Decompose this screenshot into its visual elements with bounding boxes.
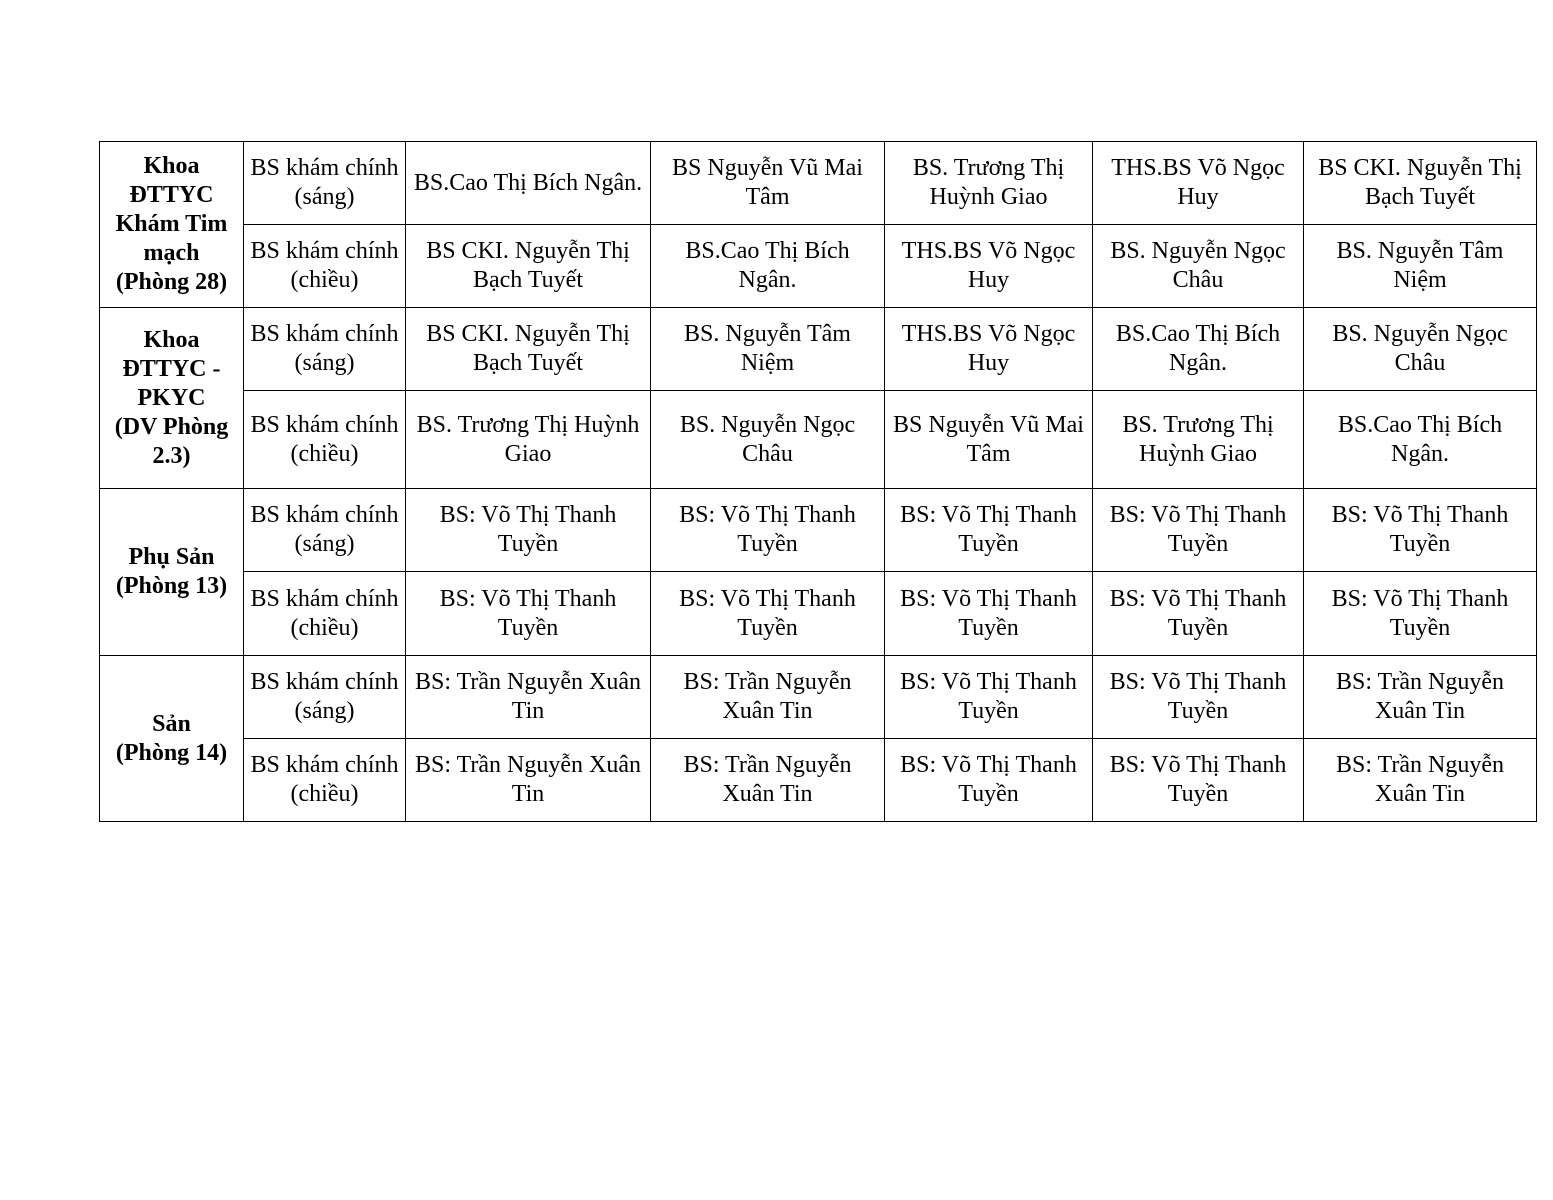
shift-role-cell: BS khám chính (sáng)	[244, 489, 406, 572]
doctor-schedule-table	[99, 141, 1537, 822]
table-row	[100, 142, 1537, 225]
doctor-cell: BS: Võ Thị Thanh Tuyền	[651, 489, 885, 572]
doctor-cell: BS. Nguyễn Tâm Niệm	[651, 308, 885, 391]
doctor-cell: BS: Võ Thị Thanh Tuyền	[651, 572, 885, 656]
doctor-cell: BS. Nguyễn Ngọc Châu	[1093, 225, 1304, 308]
doctor-cell: BS: Trần Nguyễn Xuân Tin	[651, 656, 885, 739]
department-label: ĐTTYC	[129, 182, 214, 208]
shift-role-cell: BS khám chính (chiều)	[244, 391, 406, 489]
department-label: (Phòng 28)	[115, 269, 228, 295]
doctor-cell: BS: Võ Thị Thanh Tuyền	[1304, 489, 1537, 572]
shift-role-cell: BS khám chính (sáng)	[244, 142, 406, 225]
shift-role-cell: BS khám chính (sáng)	[244, 656, 406, 739]
doctor-cell: BS: Trần Nguyễn Xuân Tin	[406, 739, 651, 822]
shift-role-cell: BS khám chính (sáng)	[244, 308, 406, 391]
doctor-cell: BS: Trần Nguyễn Xuân Tin	[406, 656, 651, 739]
doctor-cell: BS: Võ Thị Thanh Tuyền	[885, 739, 1093, 822]
doctor-cell: BS: Trần Nguyễn Xuân Tin	[651, 739, 885, 822]
doctor-cell: BS: Võ Thị Thanh Tuyền	[885, 656, 1093, 739]
department-label: (Phòng 13)	[115, 573, 228, 599]
department-label: ĐTTYC -	[122, 355, 221, 382]
department-cell	[100, 142, 244, 308]
doctor-cell: BS CKI. Nguyễn Thị Bạch Tuyết	[1304, 142, 1537, 225]
doctor-cell: BS.Cao Thị Bích Ngân.	[651, 225, 885, 308]
shift-role-cell: BS khám chính (chiều)	[244, 739, 406, 822]
doctor-cell: BS CKI. Nguyễn Thị Bạch Tuyết	[406, 308, 651, 391]
doctor-cell: THS.BS Võ Ngọc Huy	[885, 308, 1093, 391]
table-row	[100, 739, 1537, 822]
shift-role-cell: BS khám chính (chiều)	[244, 225, 406, 308]
department-label: (Phòng 14)	[115, 739, 228, 766]
table-row	[100, 225, 1537, 308]
table-row	[100, 391, 1537, 489]
department-label: 2.3)	[152, 442, 191, 469]
doctor-cell: BS.Cao Thị Bích Ngân.	[1093, 308, 1304, 391]
table-row	[100, 489, 1537, 572]
doctor-cell: BS Nguyễn Vũ Mai Tâm	[651, 142, 885, 225]
department-cell	[100, 489, 244, 656]
department-cell	[100, 656, 244, 822]
department-label: PKYC	[137, 384, 206, 411]
doctor-cell: BS.Cao Thị Bích Ngân.	[1304, 391, 1537, 489]
table-row	[100, 308, 1537, 391]
doctor-cell: BS: Võ Thị Thanh Tuyền	[885, 489, 1093, 572]
doctor-cell: BS: Võ Thị Thanh Tuyền	[1093, 572, 1304, 656]
doctor-cell: BS. Trương Thị Huỳnh Giao	[885, 142, 1093, 225]
doctor-cell: BS: Võ Thị Thanh Tuyền	[1093, 739, 1304, 822]
doctor-cell: BS: Võ Thị Thanh Tuyền	[1304, 572, 1537, 656]
table-row	[100, 572, 1537, 656]
schedule-body	[100, 142, 1537, 822]
doctor-cell: THS.BS Võ Ngọc Huy	[885, 225, 1093, 308]
doctor-cell: BS Nguyễn Vũ Mai Tâm	[885, 391, 1093, 489]
doctor-cell: BS. Trương Thị Huỳnh Giao	[406, 391, 651, 489]
department-label: (DV Phòng	[114, 413, 229, 440]
doctor-cell: BS. Trương Thị Huỳnh Giao	[1093, 391, 1304, 489]
department-label: Khoa	[143, 326, 200, 353]
doctor-cell: BS: Võ Thị Thanh Tuyền	[885, 572, 1093, 656]
department-label: Phụ Sản	[128, 544, 215, 570]
doctor-cell: BS: Võ Thị Thanh Tuyền	[1093, 489, 1304, 572]
doctor-cell: BS: Võ Thị Thanh Tuyền	[406, 572, 651, 656]
department-label: Khám Tim	[115, 211, 228, 237]
doctor-cell: BS. Nguyễn Ngọc Châu	[651, 391, 885, 489]
shift-role-cell: BS khám chính (chiều)	[244, 572, 406, 656]
department-cell	[100, 308, 244, 489]
doctor-cell: BS. Nguyễn Tâm Niệm	[1304, 225, 1537, 308]
doctor-cell: BS.Cao Thị Bích Ngân.	[406, 142, 651, 225]
doctor-cell: BS. Nguyễn Ngọc Châu	[1304, 308, 1537, 391]
department-label: mạch	[143, 240, 200, 266]
doctor-cell: THS.BS Võ Ngọc Huy	[1093, 142, 1304, 225]
department-label: Sản	[152, 710, 191, 737]
doctor-cell: BS: Võ Thị Thanh Tuyền	[406, 489, 651, 572]
doctor-cell: BS: Trần Nguyễn Xuân Tin	[1304, 739, 1537, 822]
doctor-cell: BS CKI. Nguyễn Thị Bạch Tuyết	[406, 225, 651, 308]
doctor-cell: BS: Trần Nguyễn Xuân Tin	[1304, 656, 1537, 739]
table-row	[100, 656, 1537, 739]
doctor-cell: BS: Võ Thị Thanh Tuyền	[1093, 656, 1304, 739]
department-label: Khoa	[143, 153, 200, 179]
